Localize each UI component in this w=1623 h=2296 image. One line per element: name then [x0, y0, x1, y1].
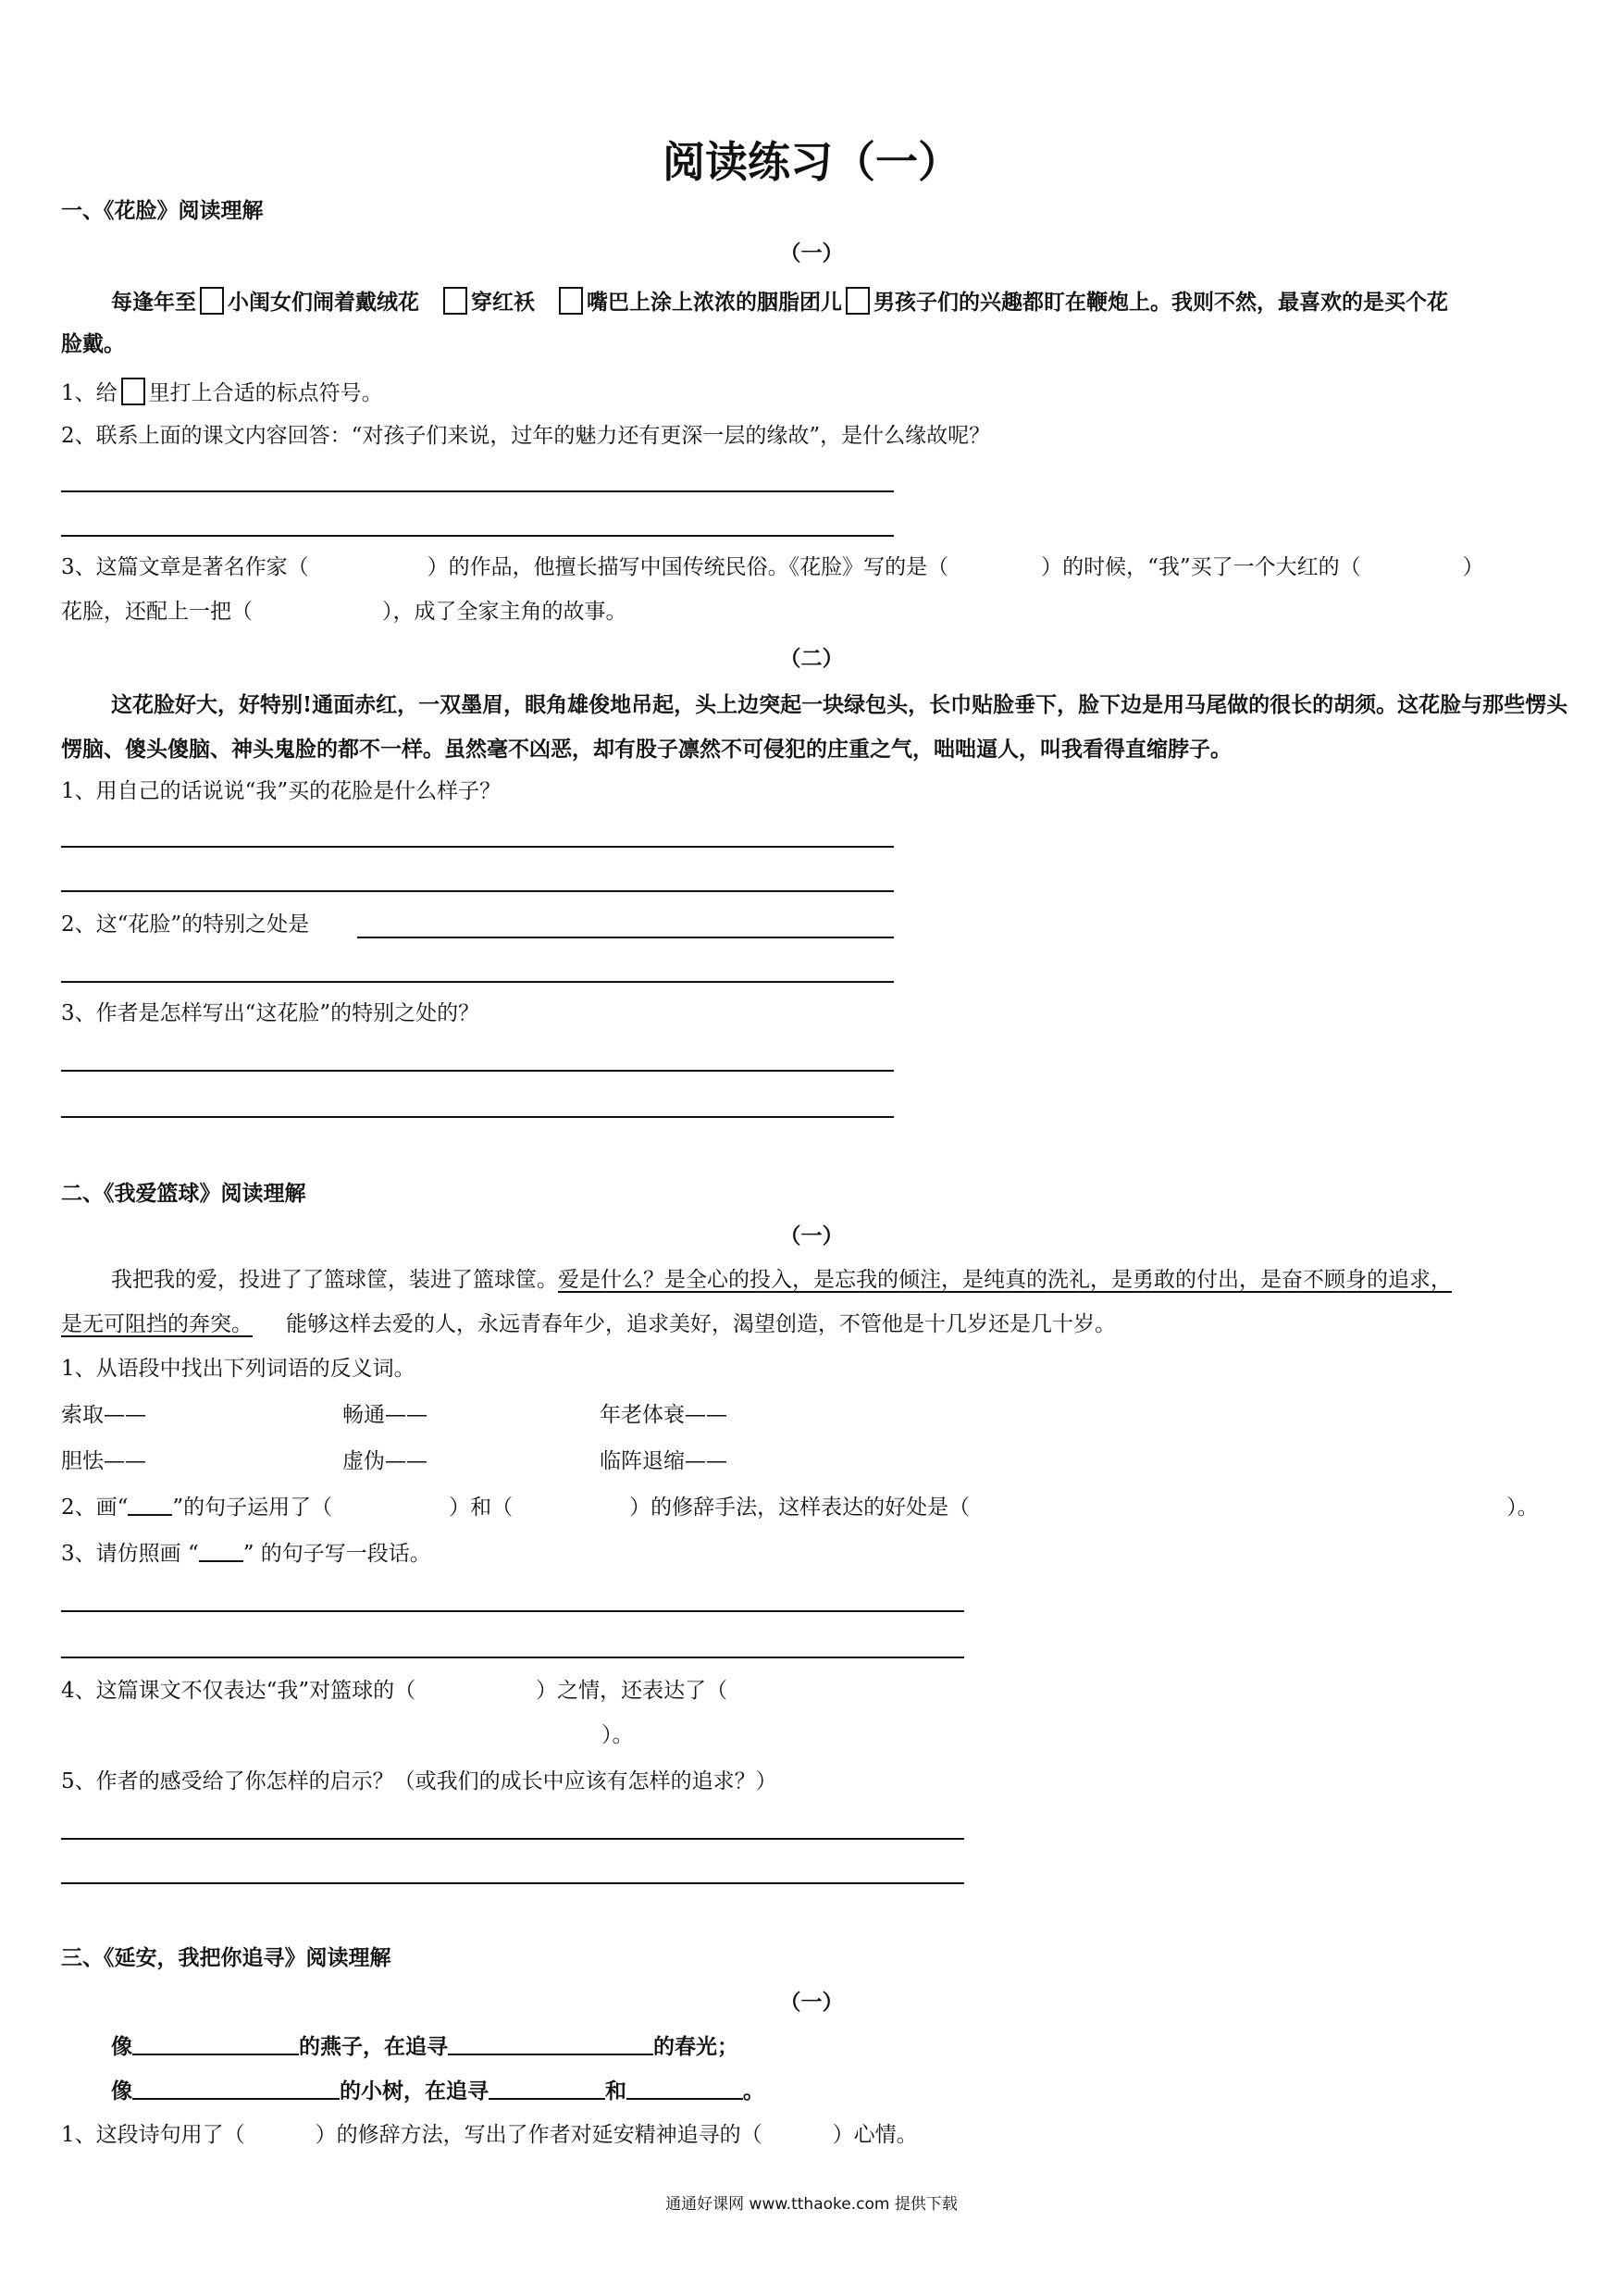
section-3-poem-line-2 — [61, 2079, 764, 2104]
section-1-passage-line-2: 脸戴。 — [61, 331, 125, 356]
antonym-prompt: 胆怯—— — [61, 1449, 146, 1473]
poem-text: 像 — [111, 2034, 132, 2059]
section-1-part-2-question-2: 2、这“花脸”的特别之处是 — [61, 912, 310, 937]
punctuation-box[interactable] — [443, 287, 467, 315]
fill-blank[interactable] — [132, 2098, 340, 2100]
question-text: 3、请仿照画 “ — [61, 1542, 199, 1566]
section-2-question-3 — [61, 1542, 431, 1568]
answer-line[interactable] — [61, 1838, 964, 1840]
section-2-question-4-line-2: ）。 — [601, 1723, 634, 1747]
antonym-prompt: 索取—— — [61, 1403, 146, 1427]
question-text: ）的修辞手法，这样表达的好处是（ — [629, 1496, 971, 1520]
section-2-question-4-line-1 — [61, 1679, 727, 1705]
question-text: ）的修辞方法，写出了作者对延安精神追寻的（ — [315, 2123, 762, 2147]
passage-text: 每逢年至 — [111, 290, 196, 315]
punctuation-box[interactable] — [846, 287, 870, 315]
answer-line[interactable] — [61, 846, 894, 848]
section-2-question-5: 5、作者的感受给了你怎样的启示？（或我们的成长中应该有怎样的追求？） — [61, 1769, 777, 1793]
section-3-part-1-label: （一） — [779, 1990, 844, 2015]
section-2-question-1: 1、从语段中找出下列词语的反义词。 — [61, 1357, 415, 1381]
section-1-question-3-line-2 — [61, 600, 627, 626]
fill-blank[interactable] — [448, 2054, 653, 2055]
question-text: ）和（ — [449, 1496, 514, 1520]
question-text: 2、画“ — [61, 1496, 129, 1520]
section-1-heading: 一、《花脸》阅读理解 — [61, 198, 264, 223]
antonym-prompt: 虚伪—— — [342, 1449, 427, 1473]
section-1-question-1 — [61, 378, 383, 407]
fill-blank[interactable] — [132, 2054, 299, 2055]
section-1-question-3-line-1 — [61, 555, 1569, 581]
question-text: ），成了全家主角的故事。 — [382, 600, 627, 624]
antonym-prompt: 临阵退缩—— — [600, 1449, 727, 1473]
answer-line[interactable] — [61, 981, 894, 983]
fill-blank[interactable] — [626, 2098, 743, 2100]
answer-line[interactable] — [61, 1116, 894, 1118]
answer-line[interactable] — [61, 1657, 964, 1658]
section-1-passage-2: 这花脸好大，好特别!通面赤红，一双墨眉，眼角雄俊地吊起，头上边突起一块绿包头，长巾贴脸垂下，脸下边是用马尾做的很长的胡须。这花脸与那些愣头愣脑、傻头傻脑、神头鬼脸的都不一样。虽然毫不凶恶，却有股子凛然不可侵犯的庄重之气，咄咄逼人，叫我看得直缩脖子。 — [61, 692, 1568, 762]
poem-text: 的春光； — [653, 2034, 738, 2059]
question-text: ” 的句子写一段话。 — [242, 1542, 431, 1566]
underline-sample — [128, 1514, 172, 1516]
section-3-heading: 三、《延安，我把你追寻》阅读理解 — [61, 1945, 391, 1970]
question-text: ”的句子运用了（ — [172, 1496, 333, 1520]
question-text: 花脸，还配上一把（ — [61, 600, 253, 624]
poem-text: 和 — [605, 2079, 626, 2104]
answer-line[interactable] — [61, 1070, 894, 1072]
section-1-part-2-question-3: 3、作者是怎样写出“这花脸”的特别之处的？ — [61, 1001, 480, 1025]
section-1-part-1-label: （一） — [779, 241, 844, 266]
question-text: ）心情。 — [832, 2123, 918, 2147]
underlined-passage: 爱是什么？是全心的投入，是忘我的倾注，是纯真的洗礼，是勇敢的付出，是奋不顾身的追求， — [558, 1268, 1452, 1292]
question-text: 1、给 — [61, 381, 118, 405]
section-1-part-2-label: （二） — [779, 646, 844, 671]
question-text: ）的作品，他擅长描写中国传统民俗。《花脸》写的是（ — [427, 555, 949, 579]
passage-text: 穿红袄 — [471, 290, 535, 315]
antonym-prompt: 年老体衰—— — [600, 1403, 727, 1427]
answer-line[interactable] — [61, 890, 894, 892]
poem-text: 的燕子，在追寻 — [299, 2034, 448, 2059]
section-2-heading: 二、《我爱篮球》阅读理解 — [61, 1181, 306, 1206]
section-3-poem-line-1 — [61, 2034, 738, 2060]
poem-text: 的小树，在追寻 — [340, 2079, 489, 2104]
passage-text: 小闺女们闹着戴绒花 — [228, 290, 419, 315]
section-2-part-1-label: （一） — [779, 1223, 844, 1248]
underlined-passage: 是无可阻挡的奔突。 — [61, 1312, 253, 1336]
underline-sample — [199, 1560, 243, 1562]
passage-text: 嘴巴上涂上浓浓的胭脂团儿 — [587, 290, 842, 315]
punctuation-box-example — [121, 378, 145, 405]
answer-line[interactable] — [61, 490, 894, 492]
page-footer: 通通好课网 www.tthaoke.com 提供下载 — [665, 2195, 958, 2214]
poem-text: 。 — [743, 2079, 764, 2104]
section-1-passage-line-1 — [61, 287, 1448, 316]
answer-line[interactable] — [61, 535, 894, 537]
section-2-passage-line-1 — [61, 1268, 1452, 1294]
question-text: ） — [1462, 555, 1484, 579]
question-text: 4、这篇课文不仅表达“我”对篮球的（ — [61, 1679, 416, 1703]
passage-text: 能够这样去爱的人，永远青春年少，追求美好，渴望创造，不管他是十几岁还是几十岁。 — [286, 1312, 1116, 1336]
section-3-question-1 — [61, 2123, 918, 2149]
question-text: ）的时候，“我”买了一个大红的（ — [1041, 555, 1361, 579]
page-title: 阅读练习（一） — [663, 137, 960, 187]
section-2-passage-line-2 — [61, 1312, 1116, 1338]
passage-text: 我把我的爱，投进了了篮球筐，装进了篮球筐。 — [111, 1268, 558, 1292]
answer-line[interactable] — [61, 1882, 964, 1884]
poem-text: 像 — [111, 2079, 132, 2104]
passage-text: 男孩子们的兴趣都盯在鞭炮上。我则不然，最喜欢的是买个花 — [873, 290, 1448, 315]
section-1-part-2-question-1: 1、用自己的话说说“我”买的花脸是什么样子？ — [61, 779, 502, 803]
answer-line[interactable] — [61, 1610, 964, 1612]
punctuation-box[interactable] — [559, 287, 583, 315]
question-text: 里打上合适的标点符号。 — [148, 381, 383, 405]
fill-blank[interactable] — [489, 2098, 605, 2100]
section-2-question-2 — [61, 1496, 1539, 1521]
section-1-question-2: 2、联系上面的课文内容回答：“对孩子们来说，过年的魅力还有更深一层的缘故”，是什么缘故呢？ — [61, 424, 991, 448]
antonym-prompt: 畅通—— — [342, 1403, 427, 1427]
punctuation-box[interactable] — [200, 287, 224, 315]
question-text: ）之情，还表达了（ — [536, 1679, 728, 1703]
question-text: 3、这篇文章是著名作家（ — [61, 555, 309, 579]
question-text: ）。 — [1506, 1496, 1539, 1520]
question-text: 1、这段诗句用了（ — [61, 2123, 245, 2147]
answer-line[interactable] — [357, 937, 894, 938]
